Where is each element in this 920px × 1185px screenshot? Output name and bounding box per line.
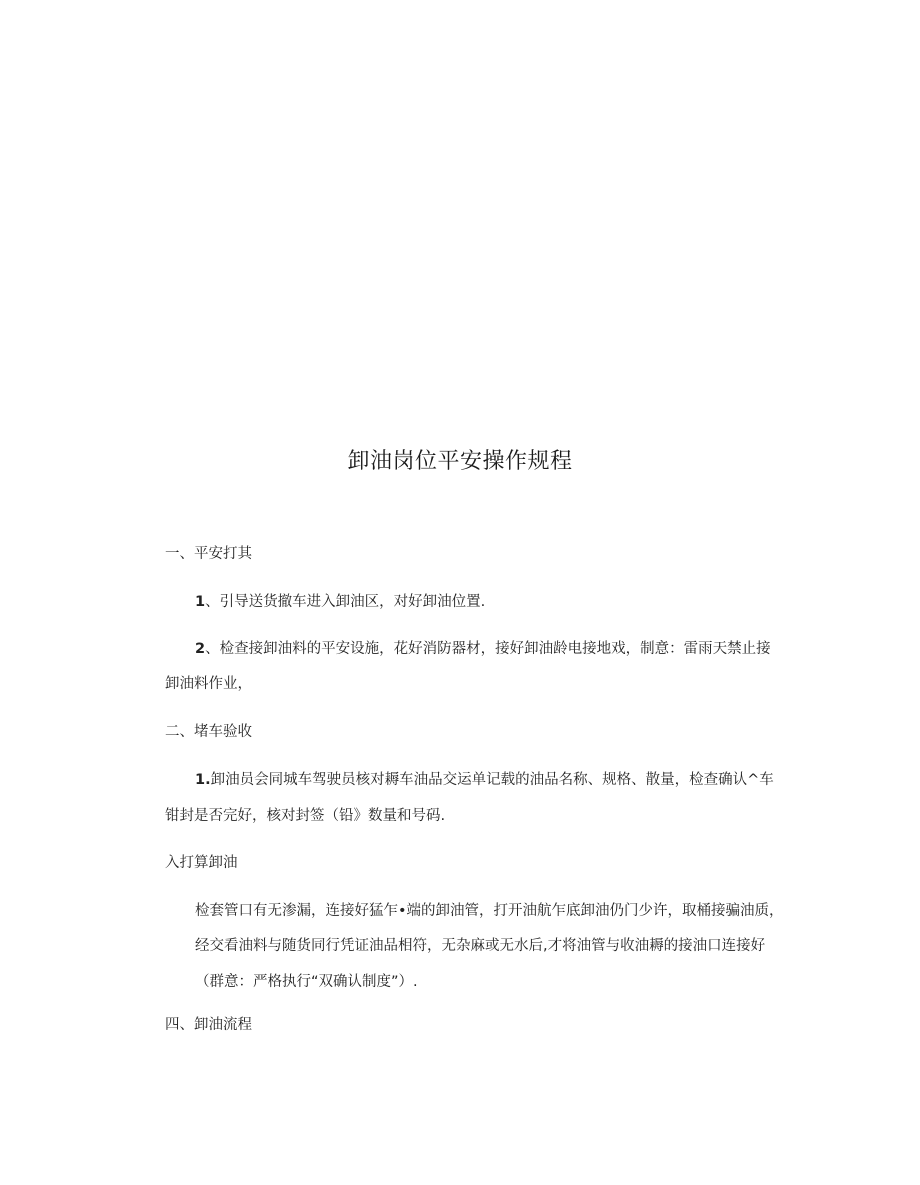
section-3-line-2: 经交看油料与随货同行凭证油品相符，无杂麻或无水后,才将油管与收油耨的接油口连接好 [195,938,766,954]
section-1-item-1 [195,590,485,611]
section-2-item-1-line-2: 钳封是否完好，核对封签（铅》数量和号码. [165,808,446,824]
item-text: 卸油员会同城车驾驶员核对耨车油品交运单记载的油品名称、规格、散量，检查确认^车 [210,772,774,788]
section-3-line-3: （群意：严格执行“双确认制度”）. [195,974,418,990]
section-1-item-2-line-2: 卸油料作业， [165,676,252,692]
document-title: 卸油岗位平安操作规程 [347,449,573,474]
section-heading-4: 四、卸油流程 [165,1017,252,1033]
item-number: 2 [195,641,206,657]
section-heading-2: 二、堵车验收 [165,724,252,740]
section-1-item-2-line-1 [195,637,771,658]
item-text: 、检查接卸油料的平安设施，花好消防器材，接好卸油龄电接地戏，制意：雷雨天禁止接 [205,641,771,657]
item-number: 1. [195,772,211,788]
section-3-line-1: 检套管口有无渗漏，连接好猛乍•端的卸油管，打开油航乍底卸油仍门少许，取桶接骗油质， [195,903,784,919]
section-2-item-1-line-1 [195,768,774,789]
section-heading-3: 入打算卸油 [165,855,238,871]
item-number: 1 [195,594,206,610]
item-text: 、引导送货撤车进入卸油区，对好卸油位置. [205,594,486,610]
section-heading-1: 一、平安打其 [165,546,252,562]
